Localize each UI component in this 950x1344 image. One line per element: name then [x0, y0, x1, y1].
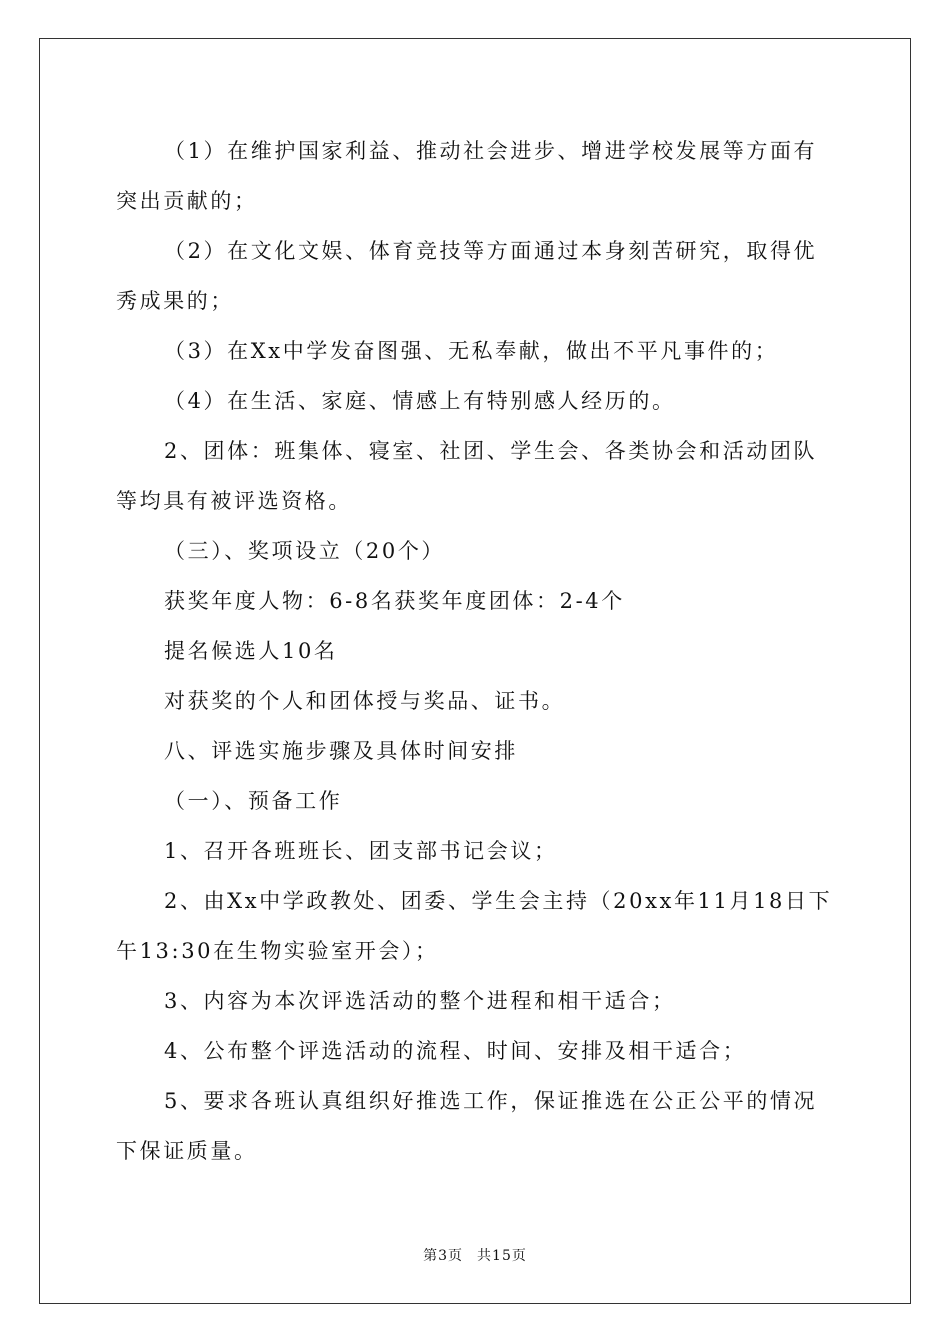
- paragraph: 2、团体：班集体、寝室、社团、学生会、各类协会和活动团队等均具有被评选资格。: [116, 439, 818, 513]
- paragraph: （4）在生活、家庭、情感上有特别感人经历的。: [164, 389, 676, 413]
- paragraph: 4、公布整个评选活动的流程、时间、安排及相干适合；: [164, 1039, 747, 1063]
- page-footer: [0, 1245, 950, 1265]
- paragraph: 获奖年度人物：6-8名获奖年度团体：2-4个: [164, 589, 625, 613]
- paragraph: （1）在维护国家利益、推动社会进步、增进学校发展等方面有突出贡献的；: [116, 139, 818, 213]
- section-heading: （一）、预备工作: [164, 789, 343, 813]
- document-body: [116, 126, 836, 1176]
- current-page-number: 第3页: [423, 1248, 464, 1264]
- paragraph: 1、召开各班班长、团支部书记会议；: [164, 839, 558, 863]
- paragraph: 提名候选人10名: [164, 639, 338, 663]
- paragraph: 2、由Xx中学政教处、团委、学生会主持（20xx年11月18日下午13:30在生物实验室开会）；: [116, 889, 833, 963]
- section-heading: （三）、奖项设立（20个）: [164, 539, 446, 563]
- paragraph: 3、内容为本次评选活动的整个进程和相干适合；: [164, 989, 676, 1013]
- paragraph: 对获奖的个人和团体授与奖品、证书。: [164, 689, 566, 713]
- section-heading: 八、评选实施步骤及具体时间安排: [164, 739, 518, 763]
- paragraph: 5、要求各班认真组织好推选工作，保证推选在公正公平的情况下保证质量。: [116, 1089, 818, 1163]
- paragraph: （3）在Xx中学发奋图强、无私奉献，做出不平凡事件的；: [164, 339, 779, 363]
- paragraph: （2）在文化文娱、体育竞技等方面通过本身刻苦研究，取得优秀成果的；: [116, 239, 818, 313]
- total-page-count: 共15页: [477, 1248, 527, 1264]
